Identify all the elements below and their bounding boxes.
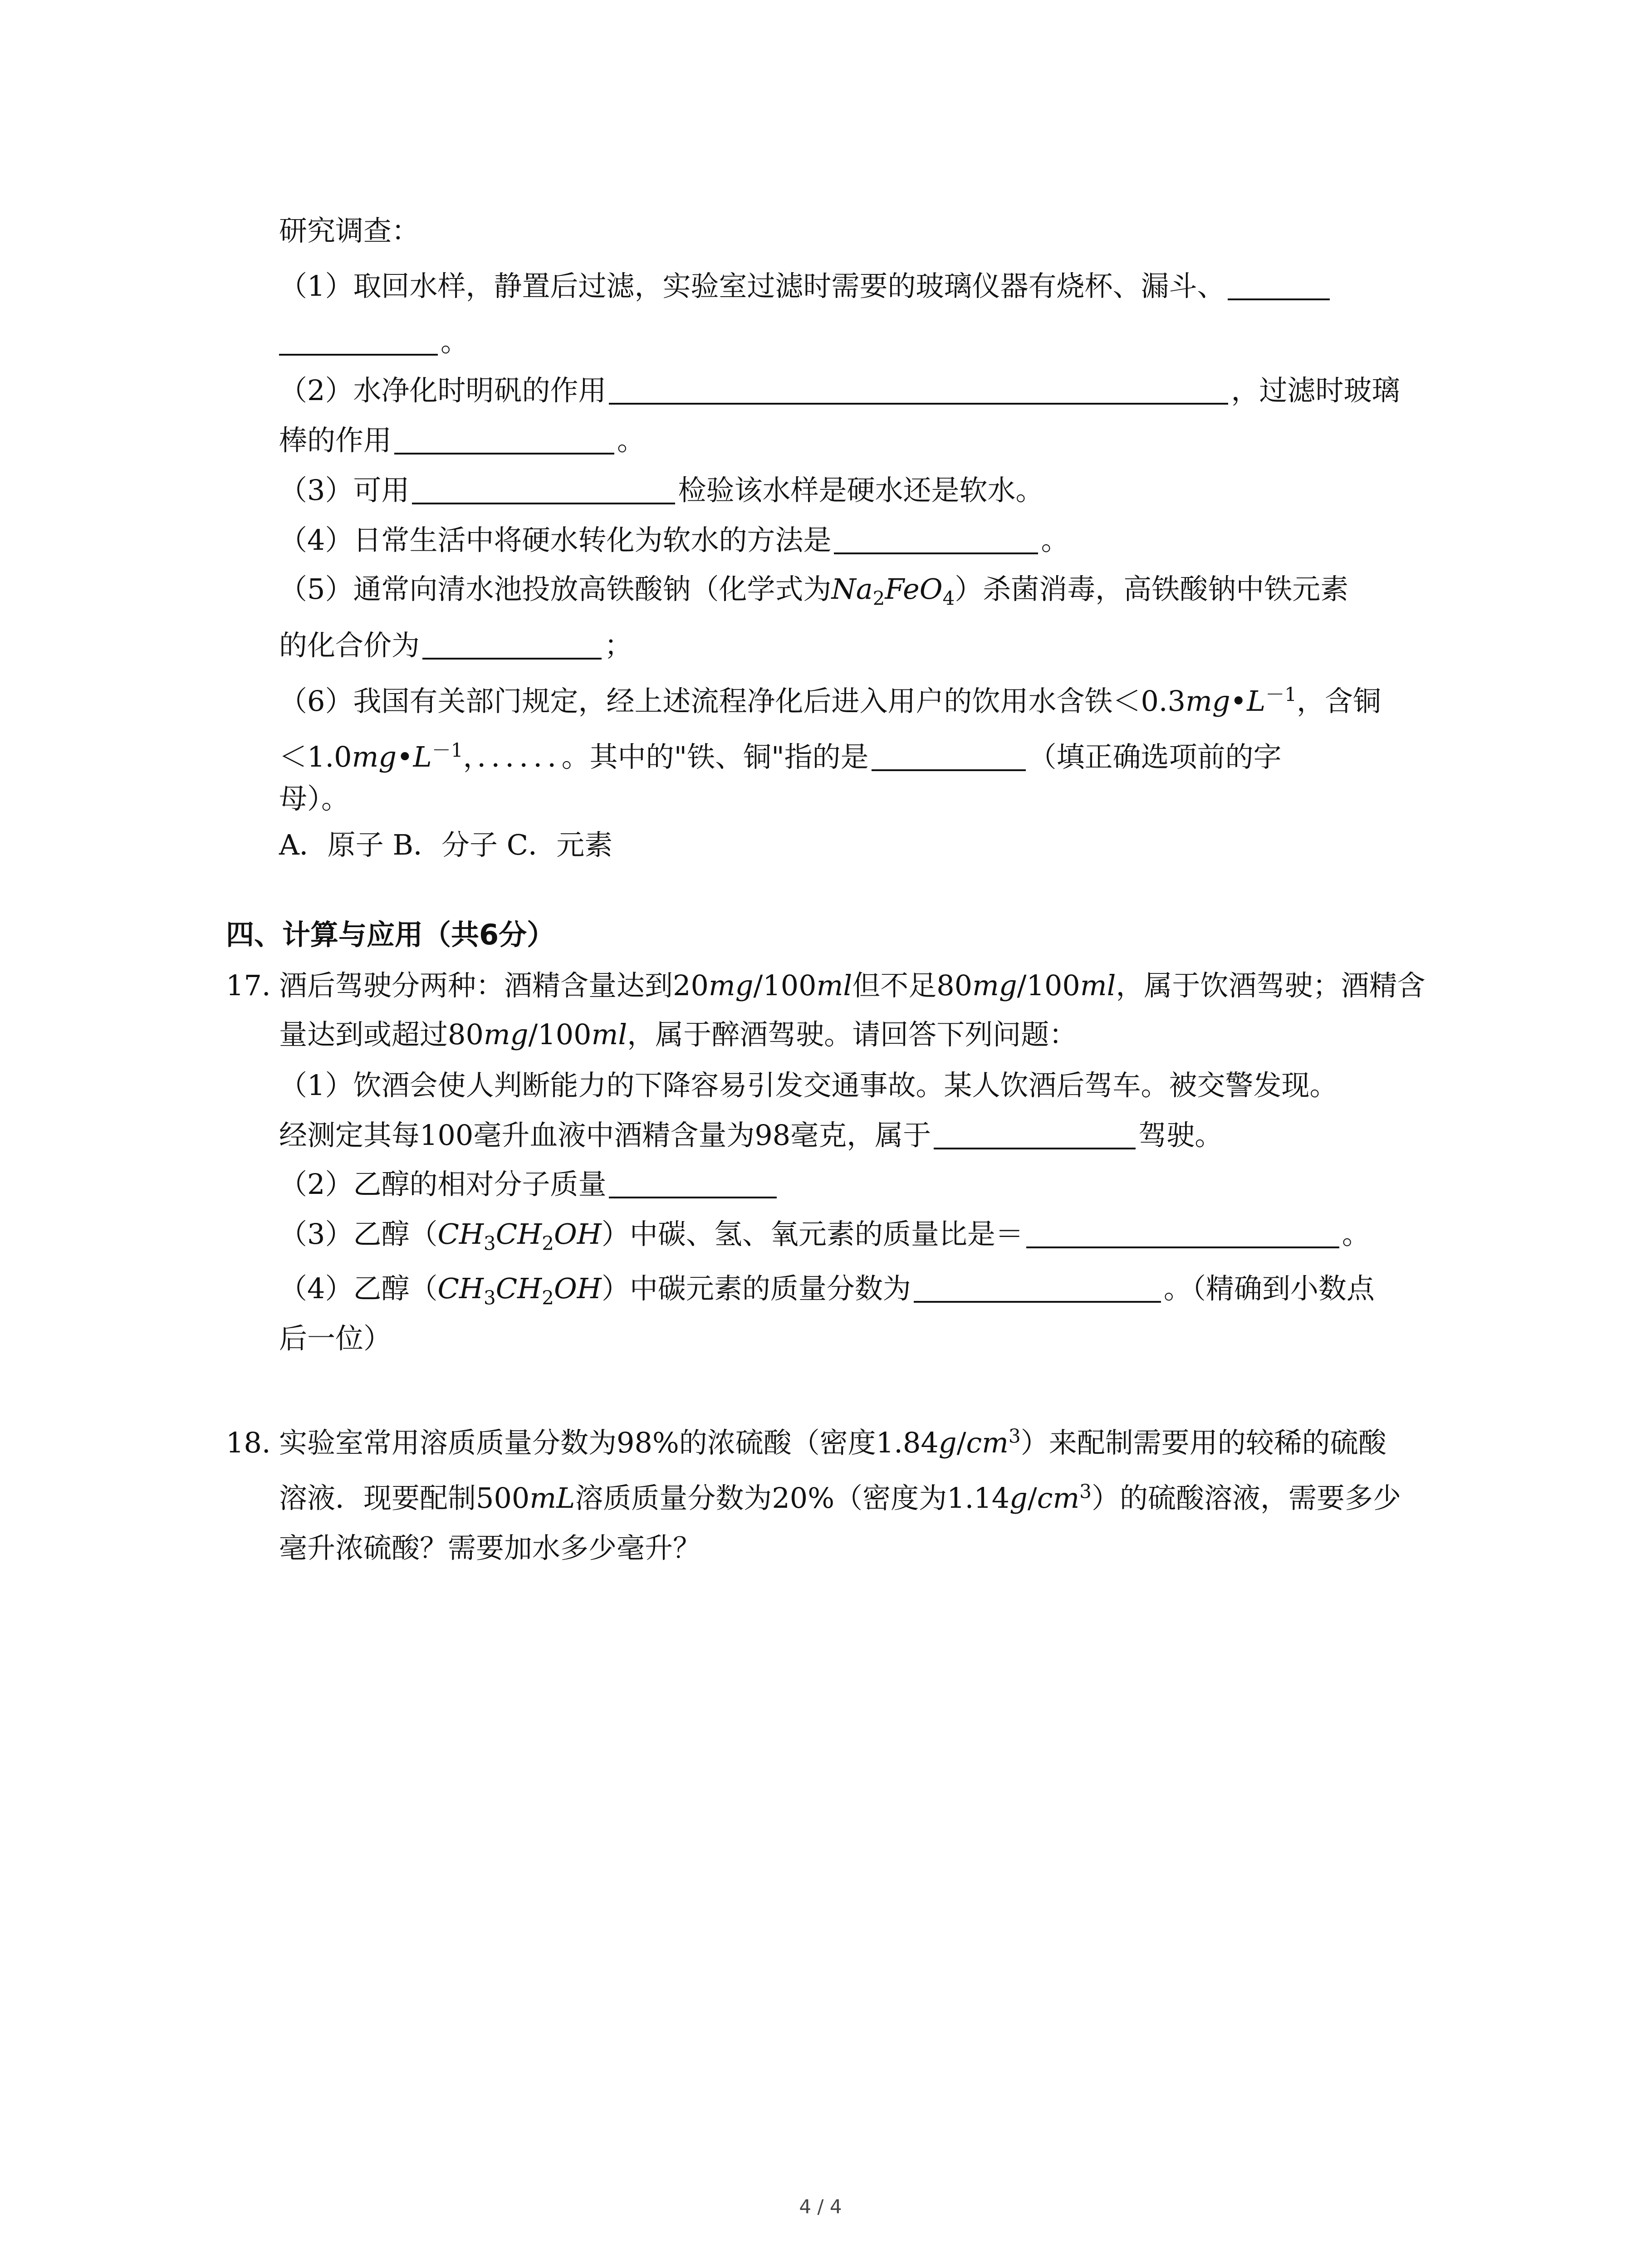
answer-blank[interactable] (834, 527, 1038, 554)
answer-blank[interactable] (1228, 273, 1330, 300)
q17-sub3: （3）乙醇$(CH_3CH_2OH)$中碳、氢、氧元素的质量比是＝ 。 (279, 1217, 1370, 1255)
q17-line1: 酒后驾驶分两种：酒精含量达到20mg/100ml但不足80mg/100ml，属于饮酒驾驶；酒精含 (279, 969, 1425, 1002)
answer-blank[interactable] (279, 328, 438, 356)
q18-line1: 实验室常用溶质质量分数为98%的浓硫酸（密度$1.84g/cm^3$）来配制需要用的较稀的硫酸 (279, 1425, 1386, 1459)
q16-part1-cont: 。 (279, 327, 469, 356)
q17-sub4-cont: 后一位） (279, 1322, 392, 1355)
q17-sub1-cont: 经测定其每100毫升血液中酒精含量为98毫克，属于 驾驶。 (279, 1119, 1223, 1152)
answer-blank[interactable] (394, 427, 614, 455)
q18-number: 18. (226, 1426, 271, 1459)
q16-part3: （3）可用 检验该水样是硬水还是软水。 (279, 474, 1044, 507)
q17-number: 17. (226, 969, 271, 1002)
q16-options: A．原子 B．分子 C．元素 (279, 828, 613, 861)
answer-blank[interactable] (412, 477, 675, 504)
q16-part6: （6）我国有关部门规定，经上述流程净化后进入用户的饮用水含铁$<0.3mg•L^{-1}$，含铜 (279, 683, 1381, 718)
q16-part6-end: 母）。 (279, 782, 350, 815)
answer-blank[interactable] (1026, 1221, 1339, 1248)
answer-blank[interactable] (914, 1276, 1161, 1303)
q17-sub4: （4）乙醇$(CH_3CH_2OH)$中碳元素的质量分数为 。（精确到小数点 (279, 1272, 1375, 1309)
q16-part2-cont: 棒的作用 。 (279, 424, 646, 457)
section-title: 四、计算与应用（共6分） (226, 918, 555, 951)
q18-line2: 溶液．现要配制500mL溶质质量分数为20%（密度为$1.14g/cm^3$）的硫酸溶液，需要多少 (279, 1480, 1401, 1515)
q17-sub2: （2）乙醇的相对分子质量 (279, 1170, 779, 1198)
q16-part5-cont: 的化合价为 ； (279, 629, 633, 662)
q17-sub1: （1）饮酒会使人判断能力的下降容易引发交通事故。某人饮酒后驾车。被交警发现。 (279, 1069, 1338, 1102)
q17-line2: 量达到或超过80mg/100ml，属于醉酒驾驶。请回答下列问题： (279, 1018, 1078, 1051)
q16-part5: （5）通常向清水池投放高铁酸钠（化学式为$Na_2FeO_4$）杀菌消毒，高铁酸钠中铁元素 (279, 572, 1349, 610)
answer-blank[interactable] (609, 377, 1228, 405)
answer-blank[interactable] (422, 632, 602, 660)
q16-intro: 研究调查： (279, 214, 420, 247)
q16-part2: （2）水净化时明矾的作用 ，过滤时玻璃 (279, 374, 1400, 407)
q16-part1: （1）取回水样，静置后过滤，实验室过滤时需要的玻璃仪器有烧杯、漏斗、 (279, 272, 1332, 300)
q16-part6-cont: $<1.0mg•L^{-1}$，．．．．．．。其中的"铁、铜"指的是 （填正确选项前的字 (279, 739, 1282, 773)
answer-blank[interactable] (934, 1122, 1136, 1149)
answer-blank[interactable] (609, 1171, 777, 1198)
q18-line3: 毫升浓硫酸？需要加水多少毫升？ (279, 1531, 701, 1564)
q16-part4: （4）日常生活中将硬水转化为软水的方法是 。 (279, 523, 1069, 557)
page-number: 4 / 4 (799, 2195, 842, 2218)
answer-blank[interactable] (872, 744, 1026, 771)
